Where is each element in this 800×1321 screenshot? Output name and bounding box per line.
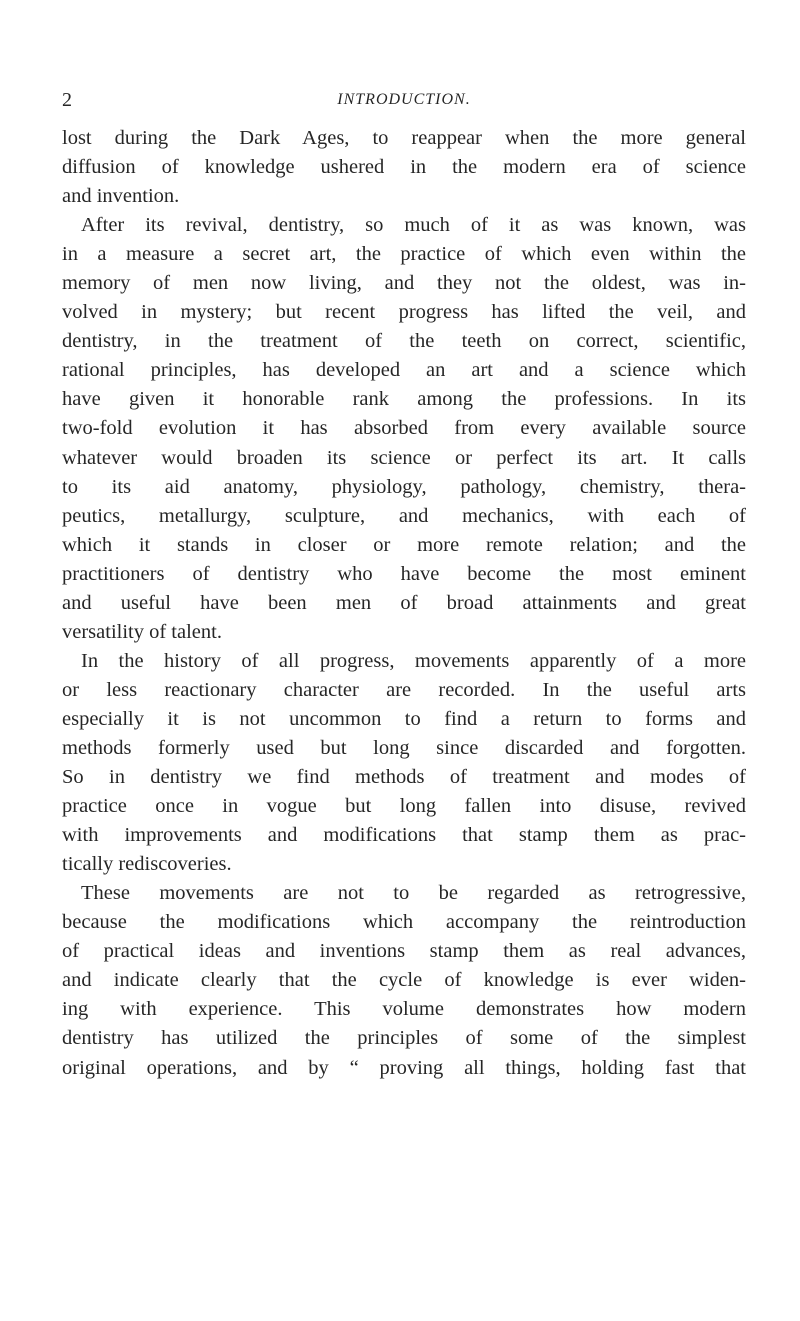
text-line: rational principles, has developed an art and a science which (62, 359, 746, 382)
text-line: whatever would broaden its science or perfect its art. It calls (62, 446, 746, 469)
page-header-title: INTRODUCTION. (337, 91, 471, 108)
text-line: versatility of talent. (62, 620, 222, 643)
text-line: especially it is not uncommon to find a return to forms and (62, 707, 746, 730)
text-line: dentistry, in the treatment of the teeth on correct, scientific, (62, 330, 746, 353)
text-line: tically rediscoveries. (62, 853, 232, 876)
text-line: have given it honorable rank among the professions. In its (62, 388, 746, 411)
text-line: practice once in vogue but long fallen into disuse, revived (62, 795, 746, 818)
text-line: practitioners of dentistry who have become the most eminent (62, 562, 746, 585)
text-line: ing with experience. This volume demonstrates how modern (62, 998, 746, 1021)
text-line: and invention. (62, 185, 180, 208)
page-number: 2 (62, 89, 72, 111)
text-line: lost during the Dark Ages, to reappear when the more general (62, 127, 746, 149)
text-line: So in dentistry we find methods of treatment and modes of (62, 766, 746, 789)
text-line: In the history of all progress, movements apparently of a more (81, 649, 746, 672)
text-line: to its aid anatomy, physiology, pathology, chemistry, thera- (62, 475, 746, 498)
text-line: diffusion of knowledge ushered in the modern era of science (62, 156, 746, 179)
text-line: because the modifications which accompany the reintroduction (62, 911, 746, 934)
text-line: These movements are not to be regarded as retrogressive, (81, 882, 746, 905)
text-line: or less reactionary character are recorded. In the useful arts (62, 678, 746, 701)
text-line: volved in mystery; but recent progress has lifted the veil, and (62, 301, 746, 324)
text-line: peutics, metallurgy, sculpture, and mechanics, with each of (62, 504, 746, 527)
text-line: of practical ideas and inventions stamp them as real advances, (62, 940, 746, 963)
text-line: After its revival, dentistry, so much of it as was known, was (81, 214, 746, 237)
running-head (62, 88, 746, 112)
text-line: methods formerly used but long since discarded and forgotten. (62, 736, 746, 759)
text-line: original operations, and by “ proving all things, holding fast that (62, 1056, 746, 1079)
text-line: with improvements and modifications that stamp them as prac- (62, 824, 746, 847)
text-line: and indicate clearly that the cycle of knowledge is ever widen- (62, 969, 746, 992)
text-line: memory of men now living, and they not the oldest, was in- (62, 272, 746, 295)
text-line: in a measure a secret art, the practice of which even within the (62, 243, 746, 266)
text-line: two-fold evolution it has absorbed from every available source (62, 417, 746, 440)
text-line: and useful have been men of broad attainments and great (62, 591, 746, 614)
body-text (62, 124, 746, 1083)
text-line: dentistry has utilized the principles of some of the simplest (62, 1027, 746, 1050)
text-line: which it stands in closer or more remote relation; and the (62, 533, 746, 556)
